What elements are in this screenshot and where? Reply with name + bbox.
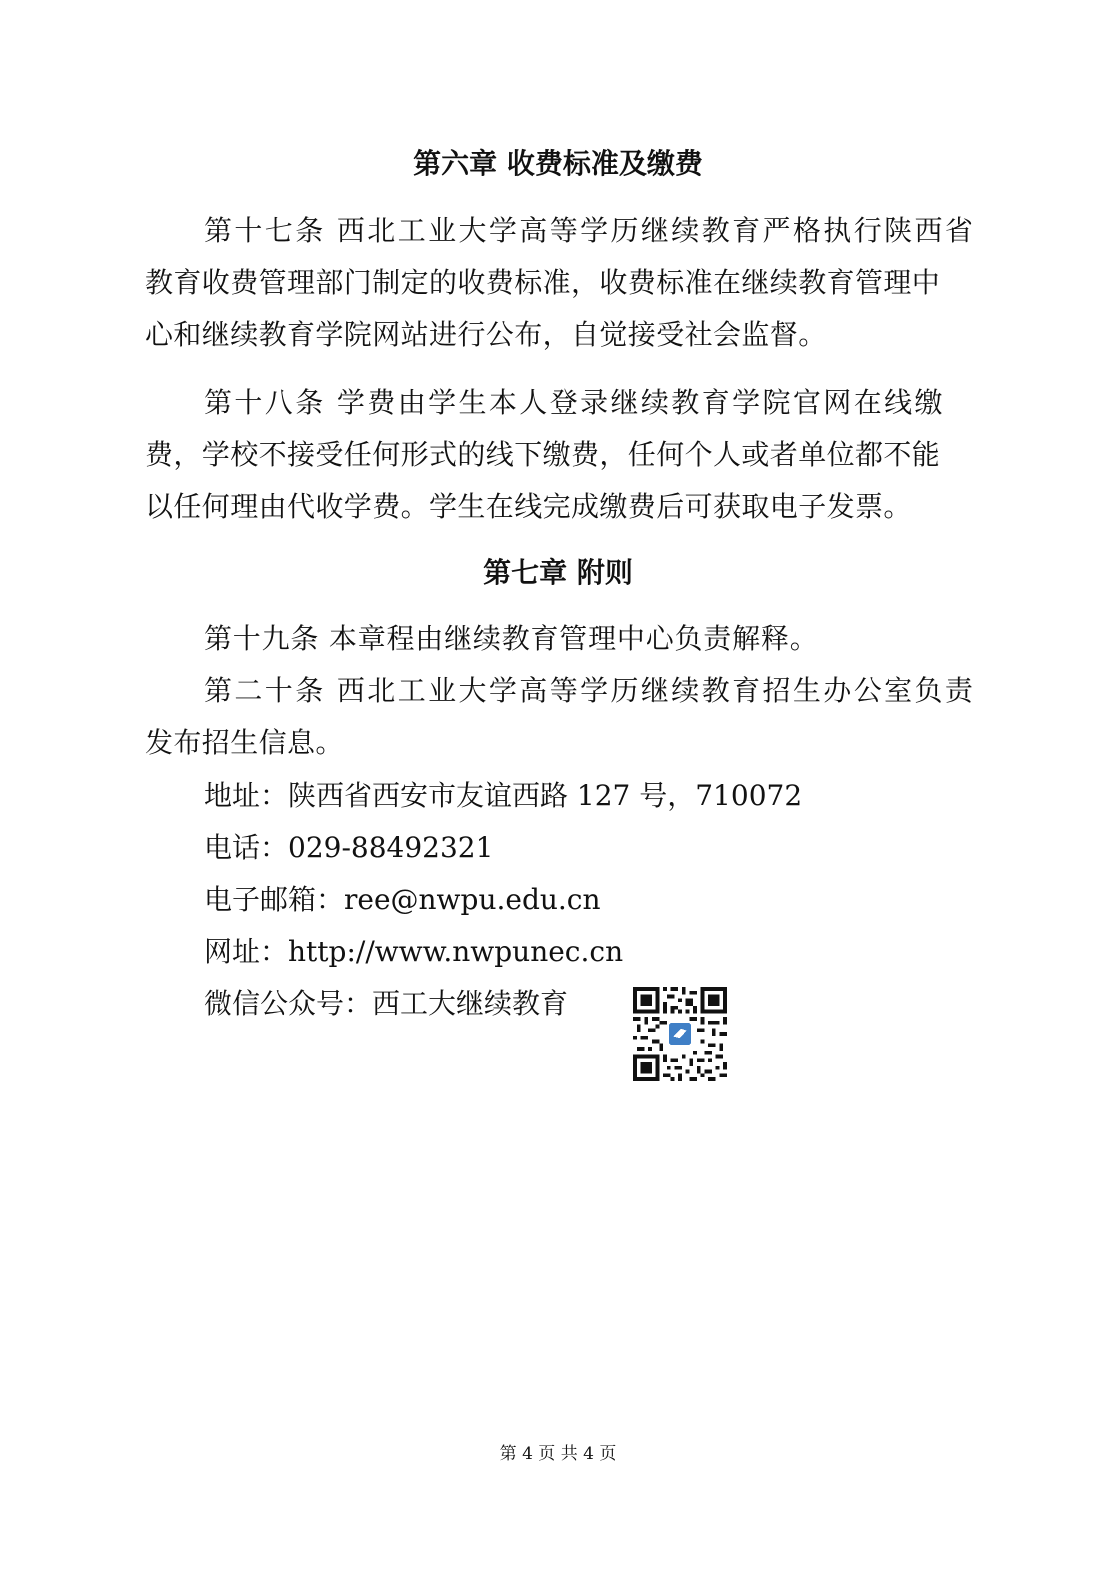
article-19: 第十九条 本章程由继续教育管理中心负责解释。 bbox=[204, 622, 819, 655]
chapter-6-title: 第六章 收费标准及缴费 bbox=[413, 147, 703, 180]
article-17-line-2: 教育收费管理部门制定的收费标准，收费标准在继续教育管理中 bbox=[145, 266, 941, 299]
wechat-qr-code-icon bbox=[633, 987, 727, 1081]
contact-email: 电子邮箱：ree@nwpu.edu.cn bbox=[204, 883, 601, 916]
article-18-line-3: 以任何理由代收学费。学生在线完成缴费后可获取电子发票。 bbox=[145, 490, 912, 523]
article-18-line-2: 费，学校不接受任何形式的线下缴费，任何个人或者单位都不能 bbox=[145, 438, 941, 471]
page-number: 第 4 页 共 4 页 bbox=[499, 1444, 617, 1464]
contact-website: 网址：http://www.nwpunec.cn bbox=[204, 935, 624, 968]
article-20-line-1: 第二十条 西北工业大学高等学历继续教育招生办公室负责 bbox=[204, 674, 976, 707]
article-17-line-3: 心和继续教育学院网站进行公布，自觉接受社会监督。 bbox=[145, 318, 827, 351]
contact-phone: 电话：029-88492321 bbox=[204, 831, 494, 864]
contact-address: 地址：陕西省西安市友谊西路 127 号，710072 bbox=[204, 779, 803, 812]
article-17-line-1: 第十七条 西北工业大学高等学历继续教育严格执行陕西省 bbox=[204, 214, 976, 247]
article-20-line-2: 发布招生信息。 bbox=[145, 726, 344, 759]
article-18-line-1: 第十八条 学费由学生本人登录继续教育学院官网在线缴 bbox=[204, 386, 945, 419]
chapter-7-title: 第七章 附则 bbox=[483, 556, 633, 589]
contact-wechat: 微信公众号：西工大继续教育 bbox=[204, 987, 569, 1020]
